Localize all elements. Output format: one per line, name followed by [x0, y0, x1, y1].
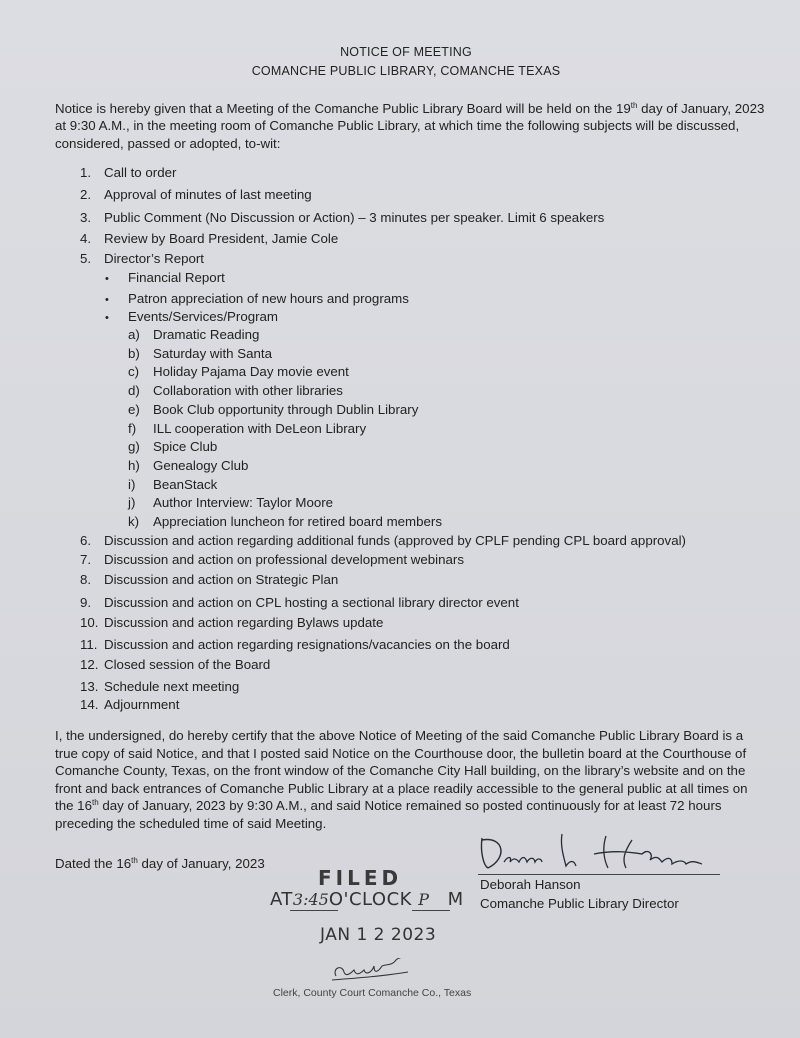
agenda-item-marker: 8.	[80, 572, 92, 587]
agenda-item	[80, 697, 179, 712]
event-subitem-text: Book Club opportunity through Dublin Library	[153, 402, 419, 417]
report-bullet-text: Financial Report	[128, 270, 225, 285]
agenda-item	[80, 251, 204, 266]
library-title: COMANCHE PUBLIC LIBRARY, COMANCHE TEXAS	[251, 64, 561, 78]
event-subitem-marker: d)	[128, 383, 140, 398]
event-subitem-marker: j)	[128, 495, 136, 510]
report-bullet-text: Patron appreciation of new hours and programs	[128, 291, 409, 306]
signature-text: Deborah Hanson	[474, 828, 482, 829]
agenda-item	[80, 210, 604, 225]
agenda-item-marker: 5.	[80, 251, 92, 266]
agenda-item-text: Call to order	[104, 165, 177, 180]
notice-title: NOTICE OF MEETING	[340, 45, 472, 59]
event-subitem-text: Spice Club	[153, 439, 218, 454]
agenda-item	[80, 572, 338, 587]
agenda-item-text: Review by Board President, Jamie Cole	[104, 231, 339, 246]
agenda-item-marker: 4.	[80, 231, 92, 246]
agenda-item	[80, 231, 338, 246]
event-subitem-text: ILL cooperation with DeLeon Library	[153, 421, 367, 436]
filed-date: JAN 1 2 2023	[320, 925, 437, 945]
event-subitem-text: BeanStack	[153, 477, 218, 492]
agenda-item-text: Director’s Report	[104, 251, 205, 266]
event-subitem-marker: h)	[128, 458, 140, 473]
agenda-item-text: Approval of minutes of last meeting	[104, 187, 312, 202]
event-subitem-text: Genealogy Club	[153, 458, 249, 473]
agenda-item-text: Adjournment	[104, 697, 180, 712]
signer-title: Comanche Public Library Director	[480, 896, 679, 911]
agenda-item-marker: 11.	[80, 637, 98, 652]
agenda-item-marker: 14.	[80, 697, 99, 712]
agenda-item-marker: 2.	[80, 187, 92, 202]
report-bullet-text: Events/Services/Program	[128, 309, 279, 324]
filed-ampm: P	[418, 890, 429, 909]
agenda-item-text: Discussion and action regarding Bylaws update	[104, 615, 384, 630]
agenda-item-marker: 12.	[80, 657, 99, 672]
event-subitem	[128, 364, 349, 379]
event-subitem	[128, 514, 442, 529]
event-subitem-text: Author Interview: Taylor Moore	[153, 495, 334, 510]
event-subitem-text: Appreciation luncheon for retired board members	[153, 514, 442, 529]
event-subitem	[128, 402, 418, 417]
clerk-caption: Clerk, County Court Comanche Co., Texas	[273, 987, 472, 999]
agenda-item-text: Closed session of the Board	[104, 657, 271, 672]
event-subitem	[128, 346, 272, 361]
event-subitem-marker: b)	[128, 346, 140, 361]
report-bullet	[105, 270, 225, 285]
agenda-item	[80, 533, 686, 548]
agenda-item	[80, 165, 176, 180]
agenda-item-marker: 9.	[80, 595, 92, 610]
filed-stamp: FILED	[318, 866, 403, 890]
ampm-underline	[412, 910, 450, 911]
report-bullet-marker: •	[105, 273, 109, 285]
certification-paragraph: I, the undersigned, do hereby certify that the above Notice of Meeting of the said Comanche Public Library Board is a true copy of said Notice, and that I posted said Notice on the Courthouse door, the bulletin board at the Courthouse of Comanche County, Texas, on the front window of the Comanche City Hall building, on the library’s website and on the front and back entrances of Comanche Public Library at a place readily accessible to the general public at all times on the 16th day of January, 2023 by 9:30 A.M., and said Notice remained so posted continuously for at least 72 hours preceding the scheduled time of said Meeting.	[55, 728, 748, 831]
agenda-item-text: Discussion and action on professional development webinars	[104, 552, 464, 567]
event-subitem	[128, 439, 217, 454]
event-subitem-marker: e)	[128, 402, 140, 417]
agenda-item	[80, 637, 510, 652]
agenda-item-marker: 1.	[80, 165, 92, 180]
agenda-item-text: Discussion and action regarding additional funds (approved by CPLF pending CPL board approval)	[104, 533, 686, 548]
agenda-item-text: Discussion and action on Strategic Plan	[104, 572, 339, 587]
event-subitem-text: Dramatic Reading	[153, 327, 260, 342]
event-subitem-marker: k)	[128, 514, 140, 529]
event-subitem-marker: g)	[128, 439, 140, 454]
event-subitem-text: Collaboration with other libraries	[153, 383, 343, 398]
report-bullet	[105, 309, 278, 324]
agenda-item-marker: 10.	[80, 615, 99, 630]
agenda-item-marker: 13.	[80, 679, 99, 694]
filed-time-line: AT3:45O'CLOCK P M	[270, 889, 464, 910]
clerk-signature-text: Gaby Leahy	[328, 958, 334, 959]
agenda-item-text: Schedule next meeting	[104, 679, 240, 694]
agenda-item-marker: 7.	[80, 552, 92, 567]
signature-line	[478, 874, 720, 875]
signer-name: Deborah Hanson	[480, 877, 581, 892]
event-subitem	[128, 458, 248, 473]
event-subitem-marker: f)	[128, 421, 137, 436]
event-subitem	[128, 477, 217, 492]
agenda-item-text: Discussion and action regarding resignations/vacancies on the board	[104, 637, 510, 652]
agenda-item-text: Public Comment (No Discussion or Action) – 3 minutes per speaker. Limit 6 speakers	[104, 210, 605, 225]
signature	[474, 828, 724, 878]
agenda-item-marker: 6.	[80, 533, 92, 548]
event-subitem	[128, 495, 333, 510]
agenda-item	[80, 595, 519, 610]
agenda-item-text: Discussion and action on CPL hosting a sectional library director event	[104, 595, 519, 610]
agenda-item	[80, 657, 270, 672]
event-subitem-text: Holiday Pajama Day movie event	[153, 364, 349, 379]
event-subitem	[128, 421, 366, 436]
report-bullet	[105, 291, 409, 306]
event-subitem-marker: c)	[128, 364, 140, 379]
time-underline	[290, 910, 338, 911]
event-subitem-marker: i)	[128, 477, 136, 492]
clerk-signature	[328, 958, 418, 986]
intro-paragraph: Notice is hereby given that a Meeting of the Comanche Public Library Board will be held on the 19th day of January, 2023 at 9:30 A.M., in the meeting room of Comanche Public Library, at which time the following subjects will be discussed, considered, passed or adopted, to-wit:	[55, 101, 765, 151]
dated-line: Dated the 16th day of January, 2023	[55, 856, 265, 871]
event-subitem-text: Saturday with Santa	[153, 346, 273, 361]
agenda-item	[80, 615, 383, 630]
agenda-item	[80, 552, 464, 567]
event-subitem	[128, 327, 259, 342]
event-subitem	[128, 383, 343, 398]
report-bullet-marker: •	[105, 294, 109, 306]
agenda-item-marker: 3.	[80, 210, 92, 225]
event-subitem-marker: a)	[128, 327, 140, 342]
agenda-item	[80, 187, 312, 202]
filed-time: 3:45	[292, 890, 329, 909]
agenda-item	[80, 679, 239, 694]
report-bullet-marker: •	[105, 312, 109, 324]
